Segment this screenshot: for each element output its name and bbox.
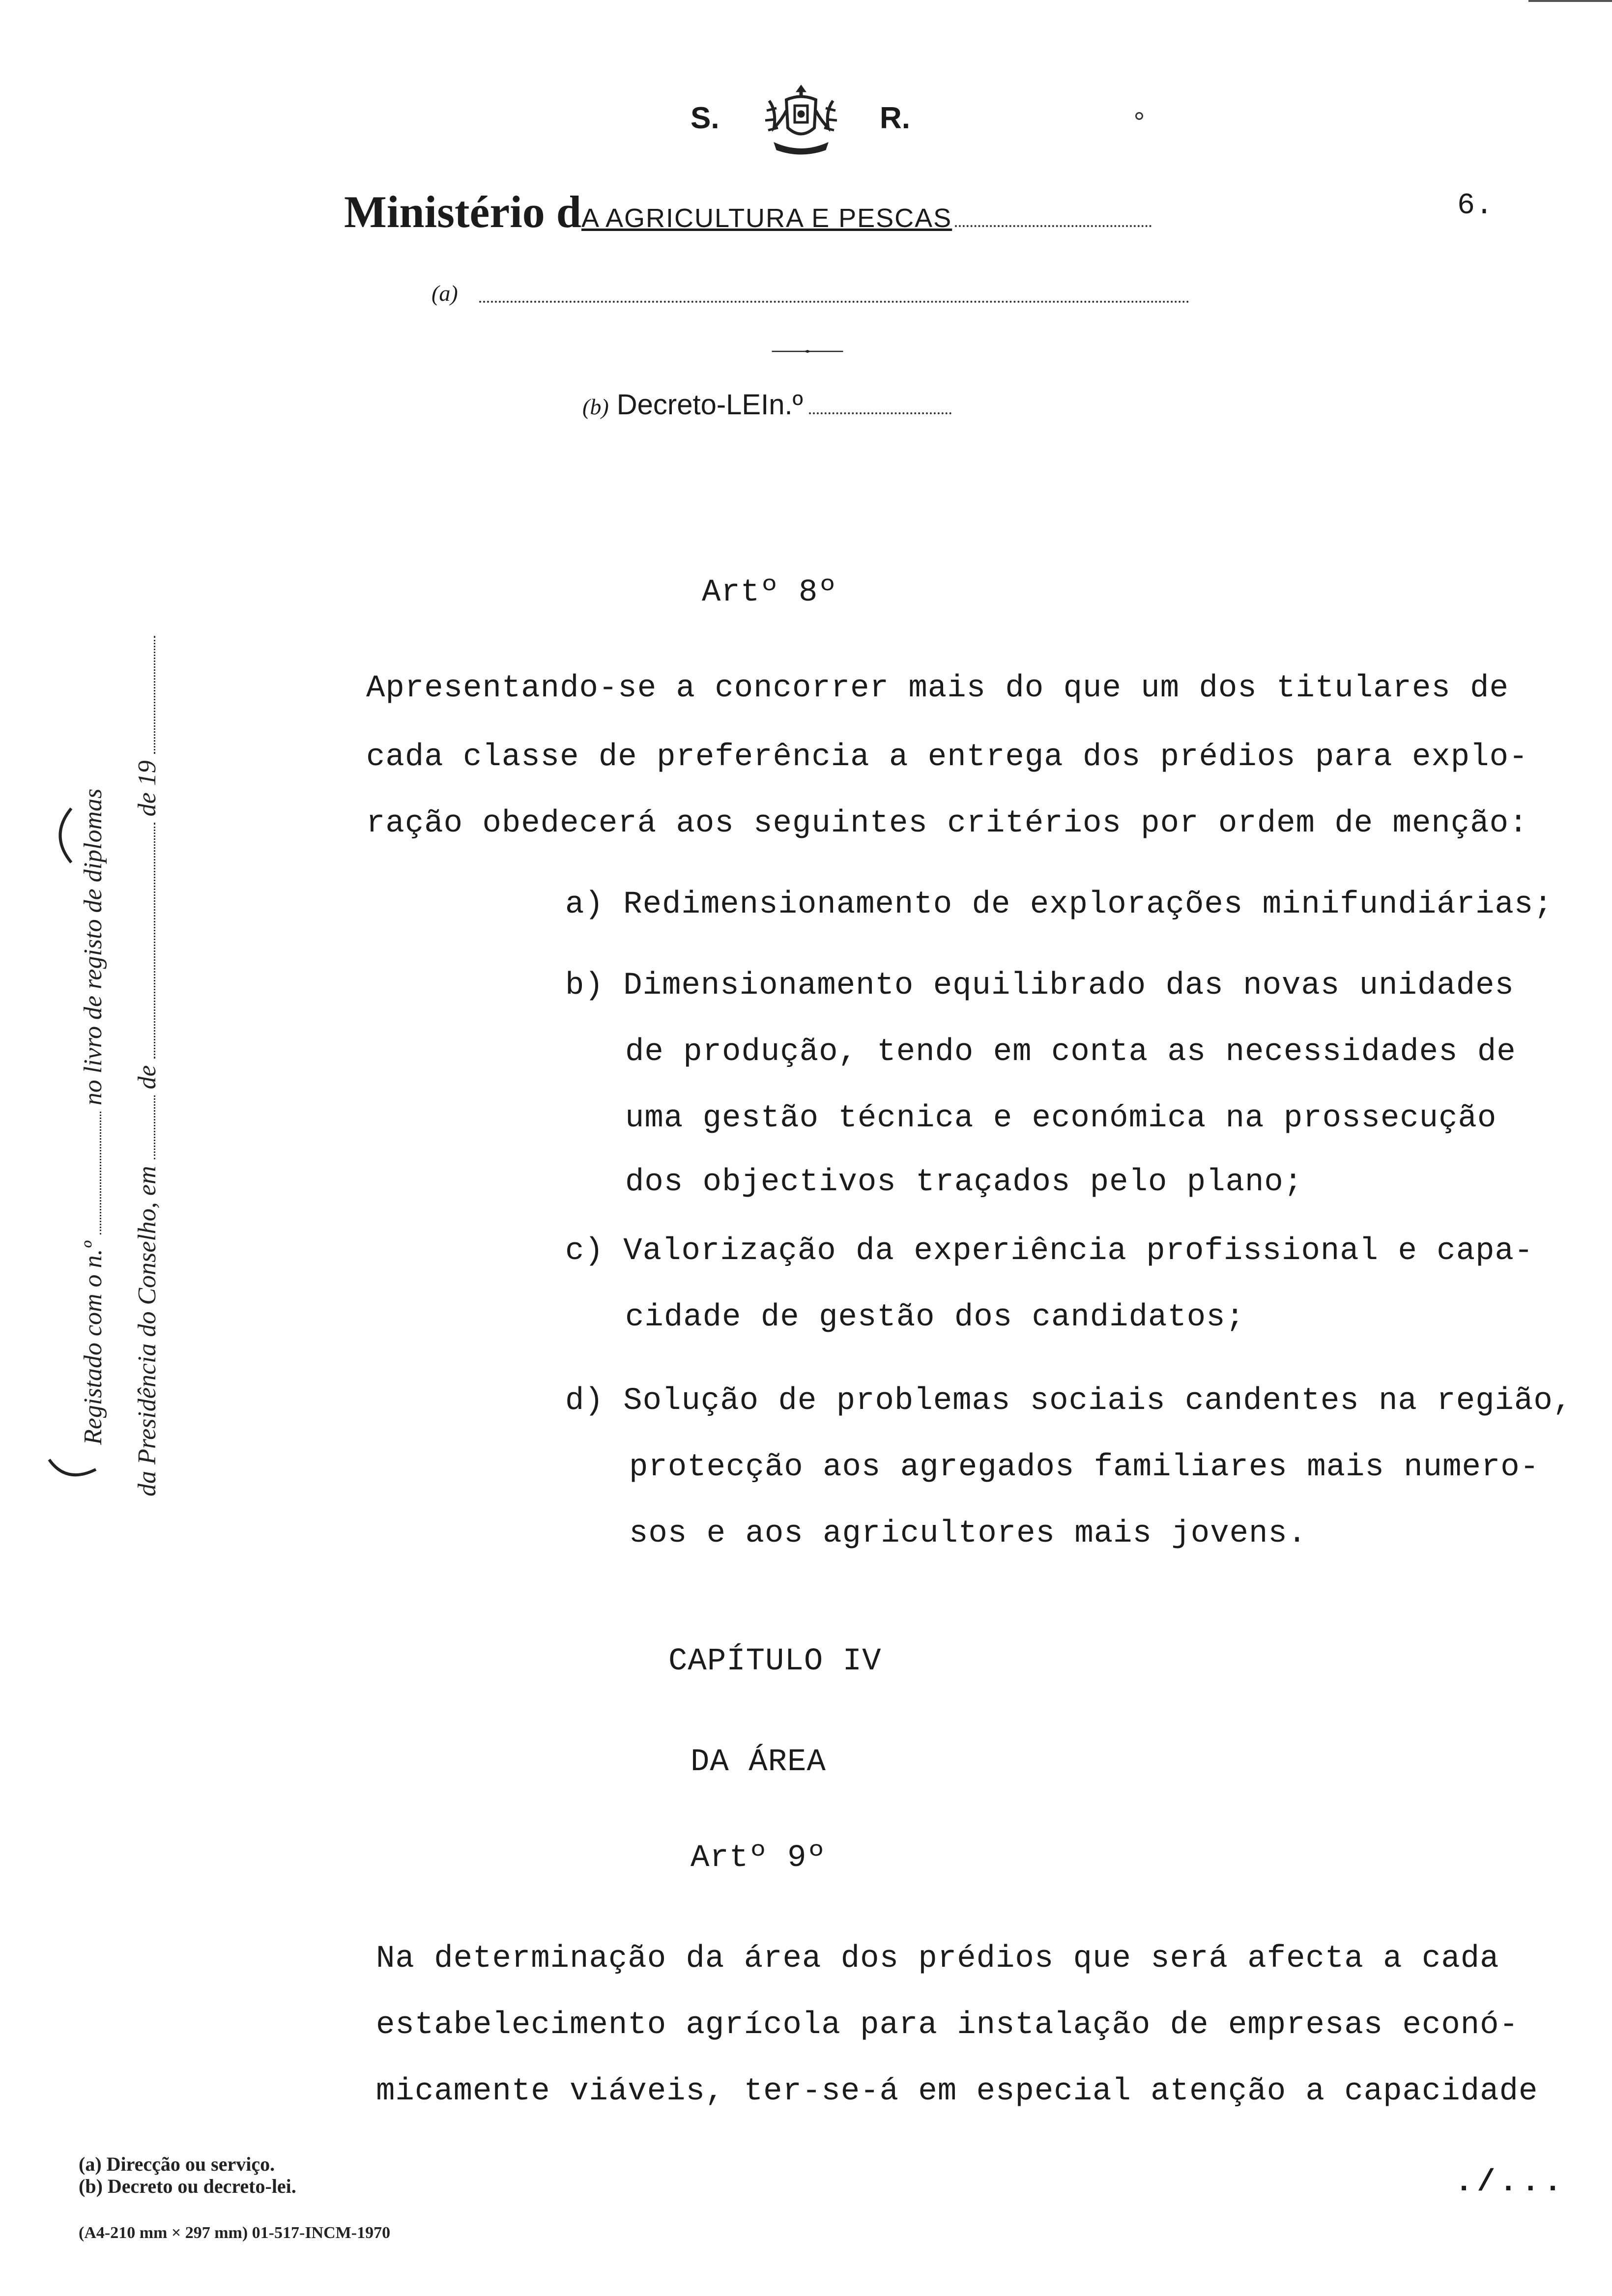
article-8-title: Artº 8º xyxy=(702,575,837,610)
article-8-line-3: ração obedecerá aos seguintes critérios por ordem de menção: xyxy=(366,806,1528,841)
line-a-label: (a) xyxy=(432,281,458,306)
scan-edge-line xyxy=(1528,0,1612,2)
article-8-line-2: cada classe de preferência a entrega dos prédios para explo- xyxy=(366,740,1528,775)
list-item-a: a) Redimensionamento de explorações minifundiárias; xyxy=(565,887,1553,922)
margin-bracket-bottom xyxy=(47,1455,101,1484)
margin-bracket-top xyxy=(47,806,76,865)
list-item-b-line-2: de produção, tendo em conta as necessidades de xyxy=(625,1034,1516,1070)
list-item-c-line-2: cidade de gestão dos candidatos; xyxy=(625,1300,1245,1335)
article-8-line-1: Apresentando-se a concorrer mais do que um dos titulares de xyxy=(366,671,1509,706)
line-a-dotted-field xyxy=(479,301,1189,303)
margin-registration-line-2: da Presidência do Conselho, em de de 19 xyxy=(133,636,162,1496)
footnote-b: (b) Decreto ou decreto-lei. xyxy=(79,2175,296,2197)
ministry-title xyxy=(344,186,1151,238)
margin-registration-line-1: Registado com o n.º no livro de registo de diplomas xyxy=(79,788,107,1445)
ministry-dotted-line xyxy=(955,225,1151,227)
article-9-line-2: estabelecimento agrícola para instalação de empresas econó- xyxy=(376,2008,1519,2043)
chapter-subheading: DA ÁREA xyxy=(691,1745,826,1780)
list-item-b-line-1: b) Dimensionamento equilibrado das novas unidades xyxy=(565,968,1514,1004)
article-9-title: Artº 9º xyxy=(691,1840,826,1876)
header-r-letter: R. xyxy=(880,101,910,135)
chapter-heading: CAPÍTULO IV xyxy=(668,1644,882,1679)
article-9-line-3: micamente viáveis, ter-se-á em especial atenção a capacidade xyxy=(376,2074,1538,2109)
coat-of-arms-emblem xyxy=(759,81,843,160)
decreto-text: Decreto-LEIn.º xyxy=(616,389,803,421)
decreto-line xyxy=(582,388,951,421)
footnote-a: (a) Direcção ou serviço. xyxy=(79,2153,275,2175)
page-number: 6. xyxy=(1457,189,1494,223)
decreto-label-b: (b) xyxy=(582,394,609,419)
article-9-line-1: Na determinação da área dos prédios que será afecta a cada xyxy=(376,1941,1499,1977)
decorative-dot xyxy=(1135,112,1143,120)
ministry-prefix: Ministério d xyxy=(344,187,581,237)
ornament-divider xyxy=(736,350,879,353)
decreto-dotted-field xyxy=(809,412,951,414)
list-item-b-line-4: dos objectivos traçados pelo plano; xyxy=(625,1165,1303,1200)
list-item-b-line-3: uma gestão técnica e económica na prossecução xyxy=(625,1101,1497,1136)
list-item-d-line-3: sos e aos agricultores mais jovens. xyxy=(629,1516,1307,1551)
continuation-mark: ./... xyxy=(1455,2165,1566,2200)
list-item-c-line-1: c) Valorização da experiência profissional e capa- xyxy=(565,1234,1534,1269)
ministry-name: A AGRICULTURA E PESCAS xyxy=(581,203,952,233)
list-item-d-line-2: protecção aos agregados familiares mais numero- xyxy=(629,1450,1540,1485)
list-item-d-line-1: d) Solução de problemas sociais candentes na região, xyxy=(565,1383,1573,1419)
header-s-letter: S. xyxy=(691,101,720,135)
form-code: (A4-210 mm × 297 mm) 01-517-INCM-1970 xyxy=(79,2224,391,2242)
